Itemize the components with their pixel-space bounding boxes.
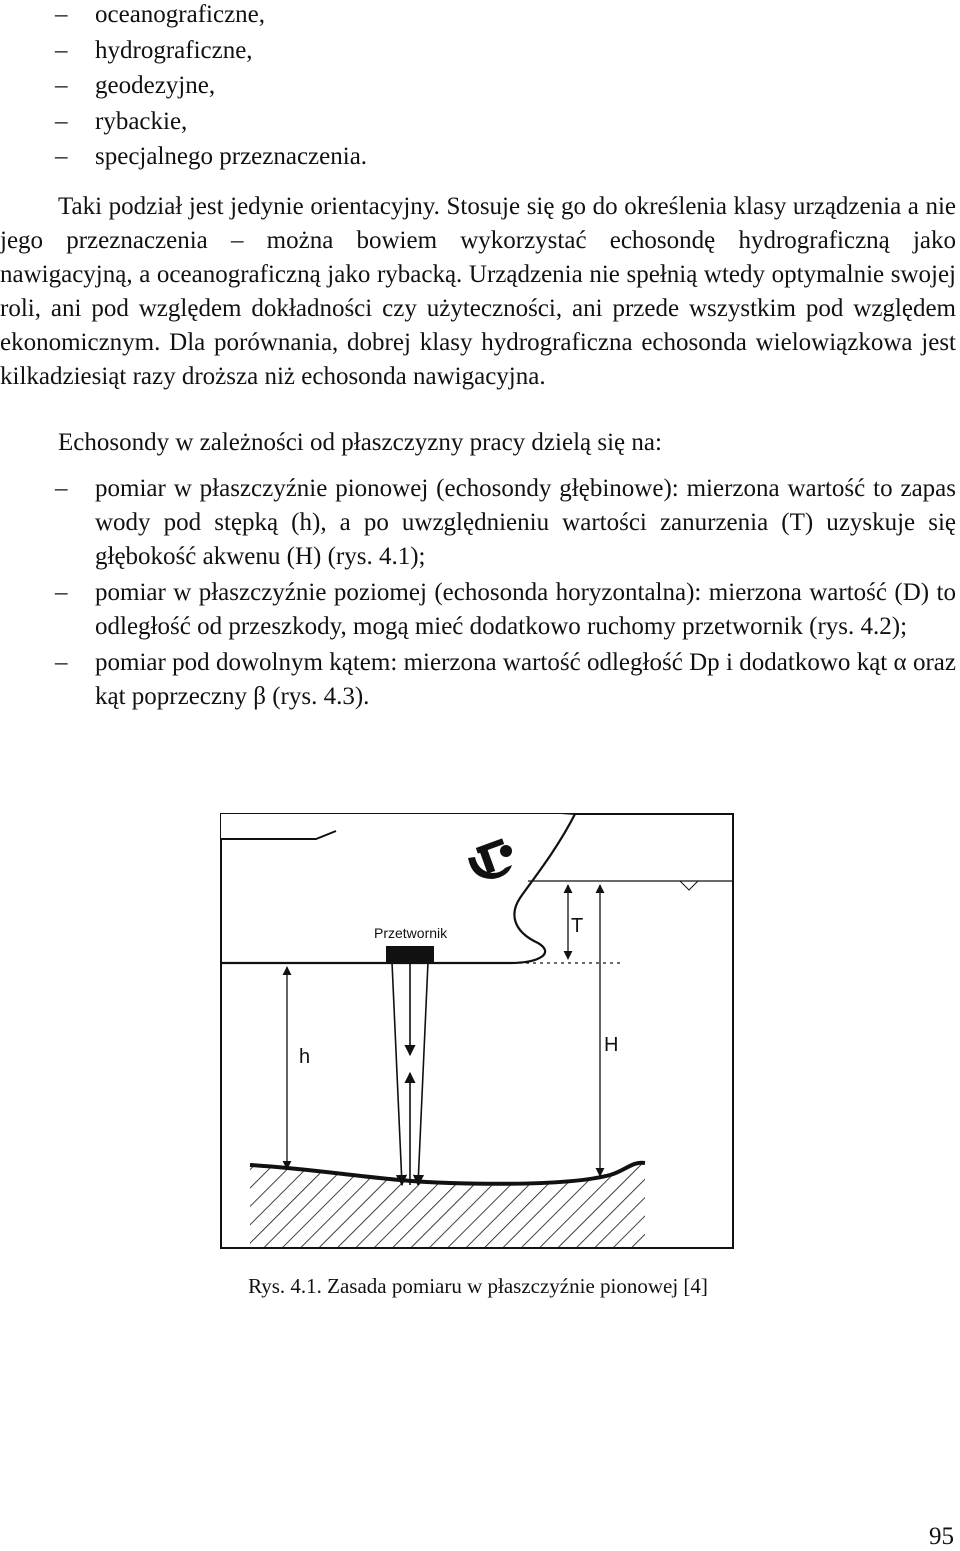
list-dash: – — [55, 1, 68, 28]
transducer-block — [386, 946, 434, 962]
list-dash: – — [55, 579, 68, 606]
list-item-text: pomiar w płaszczyźnie poziomej (echosonda horyzontalna): mierzona wartość (D) to odległość od przeszkody, mogą mieć dodatkowo ruchomy przetwornik (rys. 4.2); — [95, 579, 956, 640]
list-item-text: geodezyjne, — [95, 72, 216, 99]
list-item — [0, 142, 956, 178]
list-item-text: hydrograficzne, — [95, 36, 253, 64]
list-item-text: oceanograficzne, — [95, 1, 266, 28]
vessel-class-list — [0, 0, 956, 178]
list-item-text: specjalnego przeznaczenia. — [95, 143, 368, 170]
list-item — [0, 71, 956, 107]
list-dash: – — [55, 649, 68, 676]
list-dash: – — [55, 36, 68, 64]
list-item — [0, 107, 956, 143]
transducer-label: Przetwornik — [374, 925, 448, 941]
list-dash: – — [55, 143, 68, 170]
paragraph-classification-note: Taki podział jest jedynie orientacyjny. Stosuje się go do określenia klasy urządzenia a nie jego przeznaczenia – można bowiem wykorzystać echosondę hydrograficzną jako nawigacyjną, a oceanograficzną jako rybacką. Urządzenia nie spełnią wtedy optymalnie swojej roli, ani pod względem dokładności czy użyteczności, ani przede wszystkim pod względem ekonomicznym. Dla porównania, dobrej klasy hydrograficzna echosonda wielowiązkowa jest kilkadziesiąt razy droższa niż echosonda nawigacyjna. — [0, 193, 956, 390]
page-number: 95 — [929, 1523, 954, 1550]
list-dash: – — [55, 72, 68, 99]
figure-caption: Rys. 4.1. Zasada pomiaru w płaszczyźnie pionowej [4] — [248, 1274, 708, 1298]
paragraph-plane-intro: Echosondy w zależności od płaszczyzny pracy dzielą się na: — [58, 429, 662, 456]
label-T: T — [571, 915, 584, 937]
list-item-text: rybackie, — [95, 107, 188, 135]
label-h: h — [299, 1046, 311, 1068]
list-item-text: pomiar pod dowolnym kątem: mierzona wartość odległość Dp i dodatkowo kąt α oraz kąt poprzeczny β (rys. 4.3). — [95, 649, 956, 710]
label-H: H — [604, 1034, 619, 1056]
echosounder-diagram — [220, 813, 734, 1249]
figure-vertical-measurement — [220, 813, 734, 1249]
list-item — [0, 36, 956, 72]
list-dash: – — [55, 107, 68, 135]
list-dash: – — [55, 475, 68, 502]
list-item — [0, 0, 956, 36]
list-item — [0, 646, 956, 714]
list-item-text: pomiar w płaszczyźnie pionowej (echosondy głębinowe): mierzona wartość to zapas wody pod stępką (h), a po uwzględnieniu wartości zanurzenia (T) uzyskuje się głębokość akwenu (H) (rys. 4.1); — [95, 475, 956, 570]
list-item — [0, 472, 956, 574]
measurement-plane-list — [0, 472, 956, 716]
list-item — [0, 576, 956, 644]
